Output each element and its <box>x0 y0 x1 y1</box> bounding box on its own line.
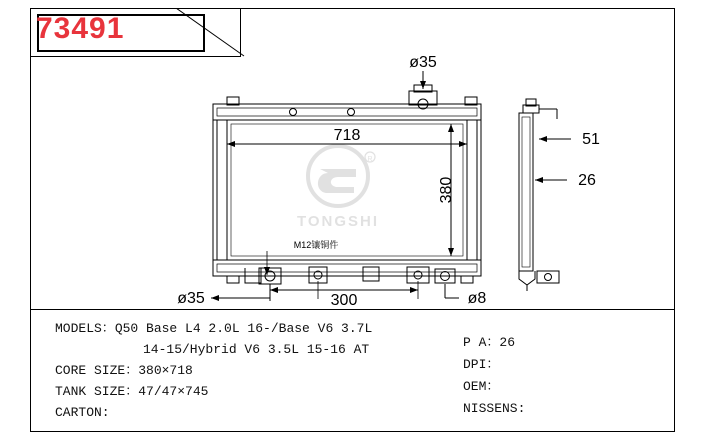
pa-label: P A： <box>463 335 500 350</box>
dim-o35-bottom-label: ø35 <box>177 290 205 307</box>
core-size-label: CORE SIZE： <box>55 363 139 378</box>
dimension-inlet-diameter <box>177 284 270 307</box>
spec-models-row-2 <box>55 339 431 360</box>
tank-size-value: 47/47×745 <box>138 384 209 399</box>
dim-300-label: 300 <box>330 292 358 309</box>
part-number: 73491 <box>36 12 125 45</box>
spec-left-column <box>31 310 431 432</box>
spec-dpi-row <box>463 354 674 376</box>
dim-718-label: 718 <box>333 127 361 144</box>
note-m12-label: M12镶铜件 <box>293 240 339 250</box>
tank-size-label: TANK SIZE： <box>55 384 139 399</box>
models-line2: 14-15/Hybrid V6 3.5L 15-16 AT <box>143 342 370 357</box>
nissens-label: NISSENS: <box>463 401 526 416</box>
dim-380-label: 380 <box>438 176 455 204</box>
side-view <box>519 99 559 291</box>
dimension-side-core <box>535 172 596 189</box>
dimension-outlet-diameter <box>445 284 486 307</box>
dimension-mount-spacing <box>270 281 418 309</box>
spec-core-size-row <box>55 360 431 381</box>
dimension-side-depth <box>539 131 600 148</box>
models-label: MODELS： <box>55 321 115 336</box>
front-view-bottom-tank <box>213 260 481 284</box>
spec-oem-row <box>463 376 674 398</box>
dim-26-label: 26 <box>578 172 596 189</box>
dim-o35-top-label: ø35 <box>409 54 437 71</box>
dim-51-label: 51 <box>582 131 600 148</box>
spec-nissens-row <box>463 398 674 420</box>
dim-o8-label: ø8 <box>467 290 487 307</box>
spec-pa-row <box>463 332 674 354</box>
core-size-value: 380×718 <box>138 363 193 378</box>
front-view-top-tank <box>213 85 481 120</box>
pa-value: 26 <box>499 335 516 350</box>
dimension-filler-diameter <box>409 54 437 89</box>
spec-tank-size-row <box>55 381 431 402</box>
carton-label: CARTON: <box>55 405 110 420</box>
svg-text:R: R <box>367 156 373 163</box>
spec-models-row <box>55 318 431 339</box>
dimension-core-width <box>227 127 467 147</box>
technical-drawing <box>31 9 674 309</box>
models-line1: Q50 Base L4 2.0L 16-/Base V6 3.7L <box>114 321 373 336</box>
oem-label: OEM： <box>463 379 500 394</box>
spec-carton-row <box>55 402 431 423</box>
dpi-label: DPI： <box>463 357 500 372</box>
watermark-text: TONGSHI <box>296 213 380 230</box>
spec-right-column <box>431 310 674 432</box>
spec-table <box>31 309 674 431</box>
